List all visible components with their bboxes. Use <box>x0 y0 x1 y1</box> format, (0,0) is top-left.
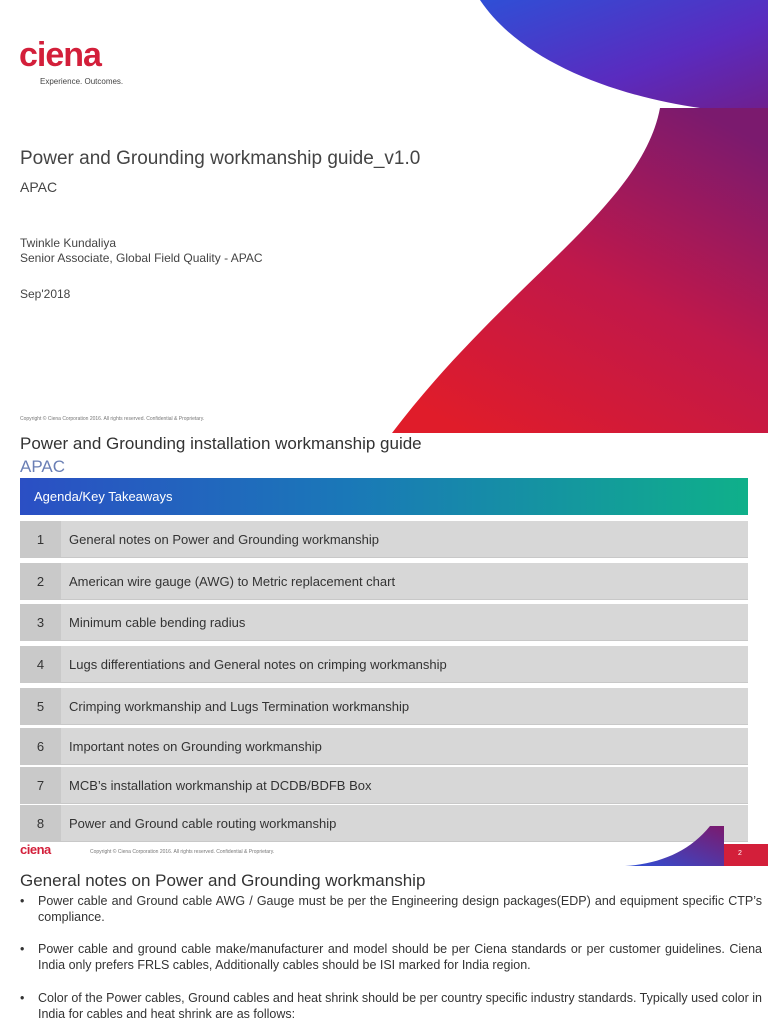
footer-copyright: Copyright © Ciena Corporation 2016. All rights reserved. Confidential & Proprietary. <box>90 849 275 855</box>
agenda-item-label: Power and Ground cable routing workmanship <box>69 816 337 831</box>
author-role: Senior Associate, Global Field Quality - APAC <box>20 251 263 265</box>
bullet-dot-icon: • <box>20 991 25 1005</box>
agenda-item-label: Lugs differentiations and General notes on crimping workmanship <box>69 657 447 672</box>
logo-tagline: Experience. Outcomes. <box>40 77 124 86</box>
agenda-item-label: Important notes on Grounding workmanship <box>69 739 322 754</box>
agenda-item-number: 4 <box>20 646 61 682</box>
agenda-item <box>20 767 748 804</box>
agenda-item-label: MCB’s installation workmanship at DCDB/BDFB Box <box>69 778 372 793</box>
bullet-item <box>20 990 762 1022</box>
agenda-item-number: 3 <box>20 604 61 640</box>
ciena-logo: ciena <box>19 36 101 74</box>
agenda-item <box>20 646 748 683</box>
agenda-slide-title: Power and Grounding installation workmanship guide <box>20 434 422 453</box>
notes-slide-title: General notes on Power and Grounding workmanship <box>20 871 426 890</box>
deck-title: Power and Grounding workmanship guide_v1.0 <box>20 148 421 169</box>
notes-slide <box>0 866 768 1024</box>
agenda-header-label: Agenda/Key Takeaways <box>34 489 173 504</box>
agenda-header-bar <box>20 478 748 515</box>
agenda-item-label: General notes on Power and Grounding workmanship <box>69 532 380 547</box>
agenda-slide-subtitle: APAC <box>20 457 66 476</box>
agenda-item-label: Minimum cable bending radius <box>69 615 246 630</box>
agenda-item-number: 1 <box>20 521 61 557</box>
bullet-text: Color of the Power cables, Ground cables and heat shrink should be per country specific industry standards. Typically used color in India for cables and heat shrink are as follows: <box>38 991 762 1021</box>
bullet-dot-icon: • <box>20 894 25 908</box>
bullet-dot-icon: • <box>20 942 25 956</box>
bullet-item <box>20 893 762 925</box>
agenda-item <box>20 563 748 600</box>
agenda-item-number: 8 <box>20 805 61 841</box>
footer-ciena-logo: ciena <box>20 842 51 857</box>
page-number: 2 <box>738 850 742 857</box>
bullet-item <box>20 941 762 973</box>
agenda-item <box>20 728 748 765</box>
agenda-item <box>20 688 748 725</box>
agenda-item-number: 2 <box>20 563 61 599</box>
copyright-notice: Copyright © Ciena Corporation 2016. All rights reserved. Confidential & Proprietary. <box>20 416 205 422</box>
agenda-item-number: 7 <box>20 767 61 803</box>
agenda-item-label: American wire gauge (AWG) to Metric replacement chart <box>69 574 396 589</box>
agenda-item-number: 6 <box>20 728 61 764</box>
agenda-item-label: Crimping workmanship and Lugs Termination workmanship <box>69 699 410 714</box>
brand-swoosh-graphic <box>0 0 768 433</box>
agenda-item <box>20 521 748 558</box>
title-slide <box>0 0 768 433</box>
deck-date: Sep'2018 <box>20 287 71 301</box>
page-number-badge <box>724 844 768 866</box>
agenda-item-number: 5 <box>20 688 61 724</box>
bullet-text: Power cable and ground cable make/manufacturer and model should be per Ciena standards or per customer guidelines. Ciena India only prefers FRLS cables, Additionally cables should be ISI marked for India region. <box>38 942 762 972</box>
agenda-slide <box>0 433 768 866</box>
author-name: Twinkle Kundaliya <box>20 236 117 250</box>
deck-subtitle: APAC <box>20 179 58 195</box>
agenda-item <box>20 604 748 641</box>
bullet-text: Power cable and Ground cable AWG / Gauge must be per the Engineering design packages(EDP) and equipment specific CTP’s compliance. <box>38 894 762 924</box>
